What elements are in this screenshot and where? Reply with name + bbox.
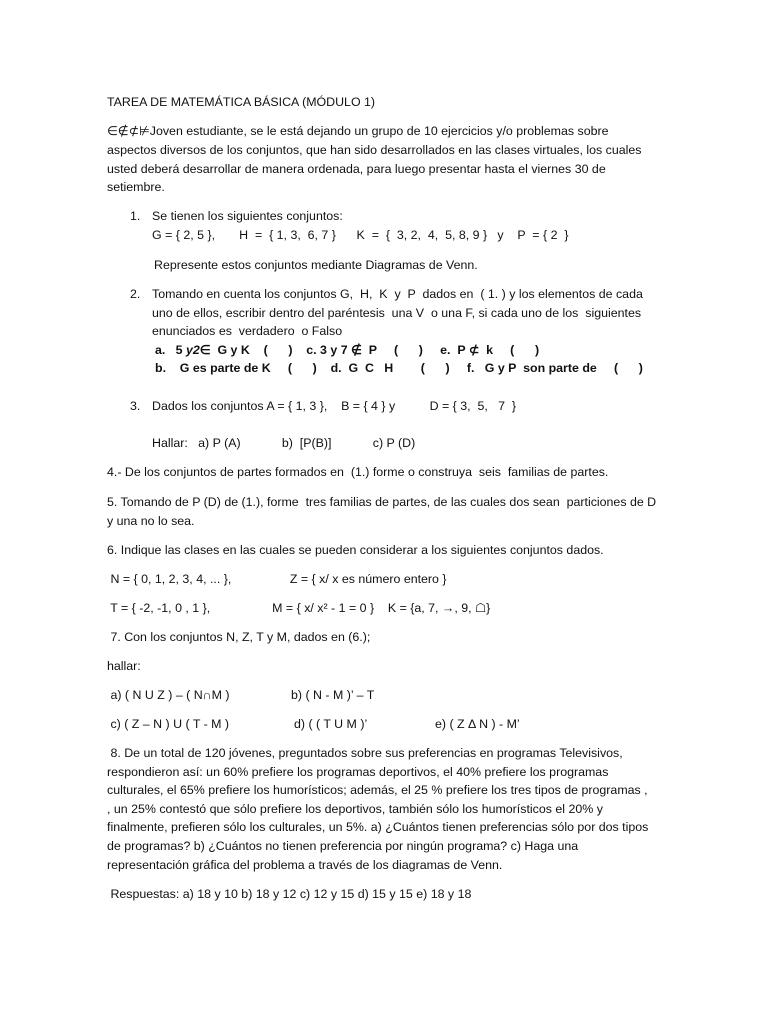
- q6-line-2: N = { 0, 1, 2, 3, 4, ... }, Z = { x/ x es número entero }: [107, 572, 447, 586]
- q8-line-3: culturales, el 65% prefiere los humorísticos; además, el 25 % prefiere los tres tipos de programas ,: [107, 783, 648, 797]
- q7-line-1: 7. Con los conjuntos N, Z, T y M, dados en (6.);: [107, 630, 371, 644]
- q8-line-4: , un 25% contestó que sólo prefiere los deportivos, también sólo los humorísticos el 20% y: [107, 802, 603, 816]
- q5-line-1: 5. Tomando de P (D) de (1.), forme tres familias de partes, de las cuales dos sean particiones de D: [107, 495, 657, 509]
- q7-item-b: b) ( N - M )’ – T: [291, 688, 375, 702]
- q6-line-3: T = { -2, -1, 0 , 1 }, M = { x/ x² - 1 = 0 } K = {a, 7, →, 9, ☖}: [107, 601, 491, 615]
- q7-item-c: c) ( Z – N ) U ( T - M ): [107, 717, 230, 731]
- intro-line-4: setiembre.: [107, 180, 165, 194]
- q1-line-3: Represente estos conjuntos mediante Diagramas de Venn.: [154, 258, 478, 272]
- q8-line-5: finalmente, prefieren sólo los culturales, un 5%. a) ¿Cuántos tienen preferencias sólo por dos tipos: [107, 820, 649, 834]
- q8-line-1: 8. De un total de 120 jóvenes, preguntados sobre sus preferencias en programas Televisivos,: [107, 746, 623, 760]
- q4-line: 4.- De los conjuntos de partes formados en (1.) forme o construya seis familias de partes.: [107, 465, 609, 479]
- q1-line-1: Se tienen los siguientes conjuntos:: [152, 209, 343, 223]
- q7-item-d: d) ( ( T U M )’: [294, 717, 368, 731]
- set-symbols: ∈∉⊄⊭: [107, 124, 150, 138]
- q8-line-6: de programas? b) ¿Cuántos no tienen preferencia por ningún programa? c) Haga una: [107, 839, 579, 853]
- q7-item-e: e) ( Z Δ N ) - M’: [435, 717, 520, 731]
- q2-line-1: Tomando en cuenta los conjuntos G, H, K y P dados en ( 1. ) y los elementos de cada: [152, 287, 643, 301]
- q3-line-1: Dados los conjuntos A = { 1, 3 }, B = { 4 } y D = { 3, 5, 7 }: [152, 399, 517, 413]
- q3-number: 3.: [130, 399, 141, 413]
- intro-line-1: ∈∉⊄⊭Joven estudiante, se le está dejando un grupo de 10 ejercicios y/o problemas sobre: [107, 124, 609, 138]
- q2-line-2: uno de ellos, escribir dentro del paréntesis una V o una F, si cada uno de los siguientes: [152, 306, 642, 320]
- q2-number: 2.: [130, 287, 141, 301]
- page-title: TAREA DE MATEMÁTICA BÁSICA (MÓDULO 1): [107, 95, 376, 109]
- q5-line-2: y una no lo sea.: [107, 514, 195, 528]
- q2-line-3: enunciados es verdadero o Falso: [152, 324, 343, 338]
- intro-line-2: aspectos diversos de los conjuntos, que han sido desarrollados en las clases virtuales, los cuales: [107, 143, 642, 157]
- q8-line-7: representación gráfica del problema a través de los diagramas de Venn.: [107, 858, 503, 872]
- q2-statements-row-2: b. G es parte de K ( ) d. G C H ( ) f. G y P son parte de ( ): [155, 361, 643, 375]
- q1-number: 1.: [130, 209, 141, 223]
- answers-line: Respuestas: a) 18 y 10 b) 18 y 12 c) 12 y 15 d) 15 y 15 e) 18 y 18: [107, 887, 472, 901]
- q7-item-a: a) ( N U Z ) – ( N∩M ): [107, 688, 230, 702]
- q1-sets: G = { 2, 5 }, H = { 1, 3, 6, 7 } K = { 3, 2, 4, 5, 8, 9 } y P = { 2 }: [152, 228, 569, 242]
- q7-line-2: hallar:: [107, 659, 141, 673]
- intro-line-3: usted deberá desarrollar de manera ordenada, para luego presentar hasta el viernes 30 de: [107, 162, 606, 176]
- q8-line-2: respondieron así: un 60% prefiere los programas deportivos, el 40% prefiere los programas: [107, 765, 609, 779]
- q2-statements-row-1: a. 5 y2∈ G y K ( ) c. 3 y 7 ∉ P ( ) e. P ⊄ k ( ): [155, 343, 540, 357]
- q6-line-1: 6. Indique las clases en las cuales se pueden considerar a los siguientes conjuntos dados.: [107, 543, 604, 557]
- q3-line-2: Hallar: a) P (A) b) [P(B)] c) P (D): [152, 436, 416, 450]
